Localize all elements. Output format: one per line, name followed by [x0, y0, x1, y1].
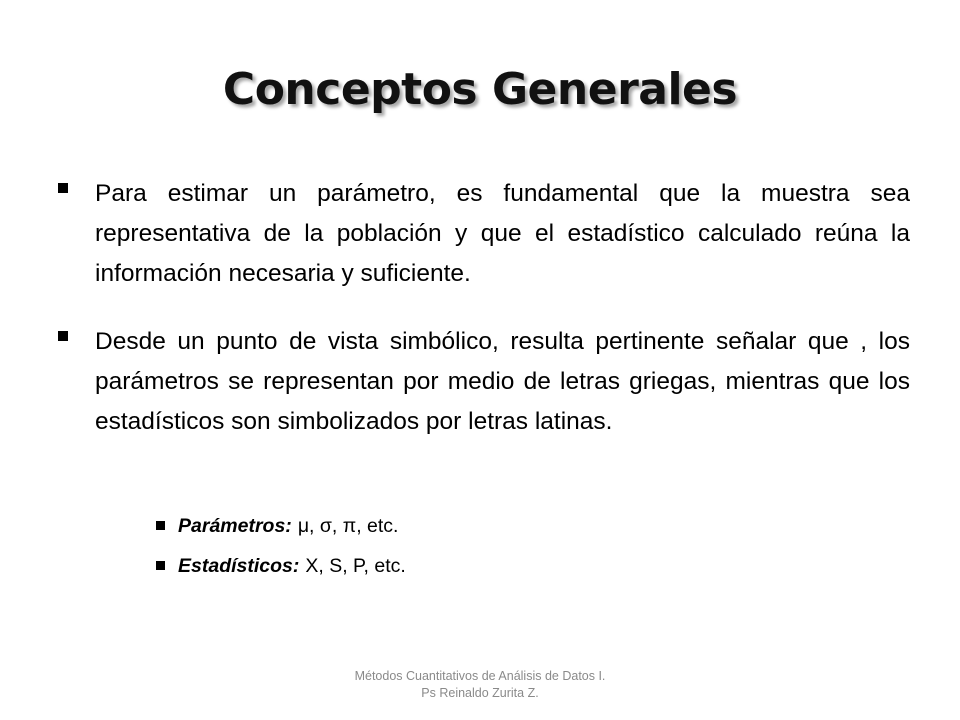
- sub-bullet-label: Parámetros:: [178, 515, 292, 537]
- sub-bullet-item: [156, 512, 398, 540]
- bullet-text: Desde un punto de vista simbólico, resulta pertinente señalar que , los parámetros se representan por medio de letras griegas, mientras que los estadísticos son simbolizados por letras latinas.: [95, 328, 910, 435]
- footer-course: Métodos Cuantitativos de Análisis de Datos I.: [354, 669, 606, 683]
- slide-title: Conceptos Generales: [222, 64, 738, 115]
- sub-bullet-label: Estadísticos:: [178, 555, 300, 577]
- footer-author: Ps Reinaldo Zurita Z.: [421, 686, 539, 700]
- slide-footer: [0, 668, 960, 702]
- bullet-text: Para estimar un parámetro, es fundamental que la muestra sea representativa de la población y que el estadístico calculado reúna la información necesaria y suficiente.: [95, 180, 910, 287]
- sub-bullet-item: [156, 552, 406, 580]
- square-bullet-icon: [58, 183, 68, 193]
- sub-bullet-value: X, S, P, etc.: [305, 555, 406, 577]
- square-bullet-icon: [156, 521, 165, 530]
- bullet-item: [58, 322, 910, 442]
- square-bullet-icon: [156, 561, 165, 570]
- sub-bullet-value: μ, σ, π, etc.: [297, 515, 399, 537]
- bullet-item: [58, 174, 910, 294]
- square-bullet-icon: [58, 331, 68, 341]
